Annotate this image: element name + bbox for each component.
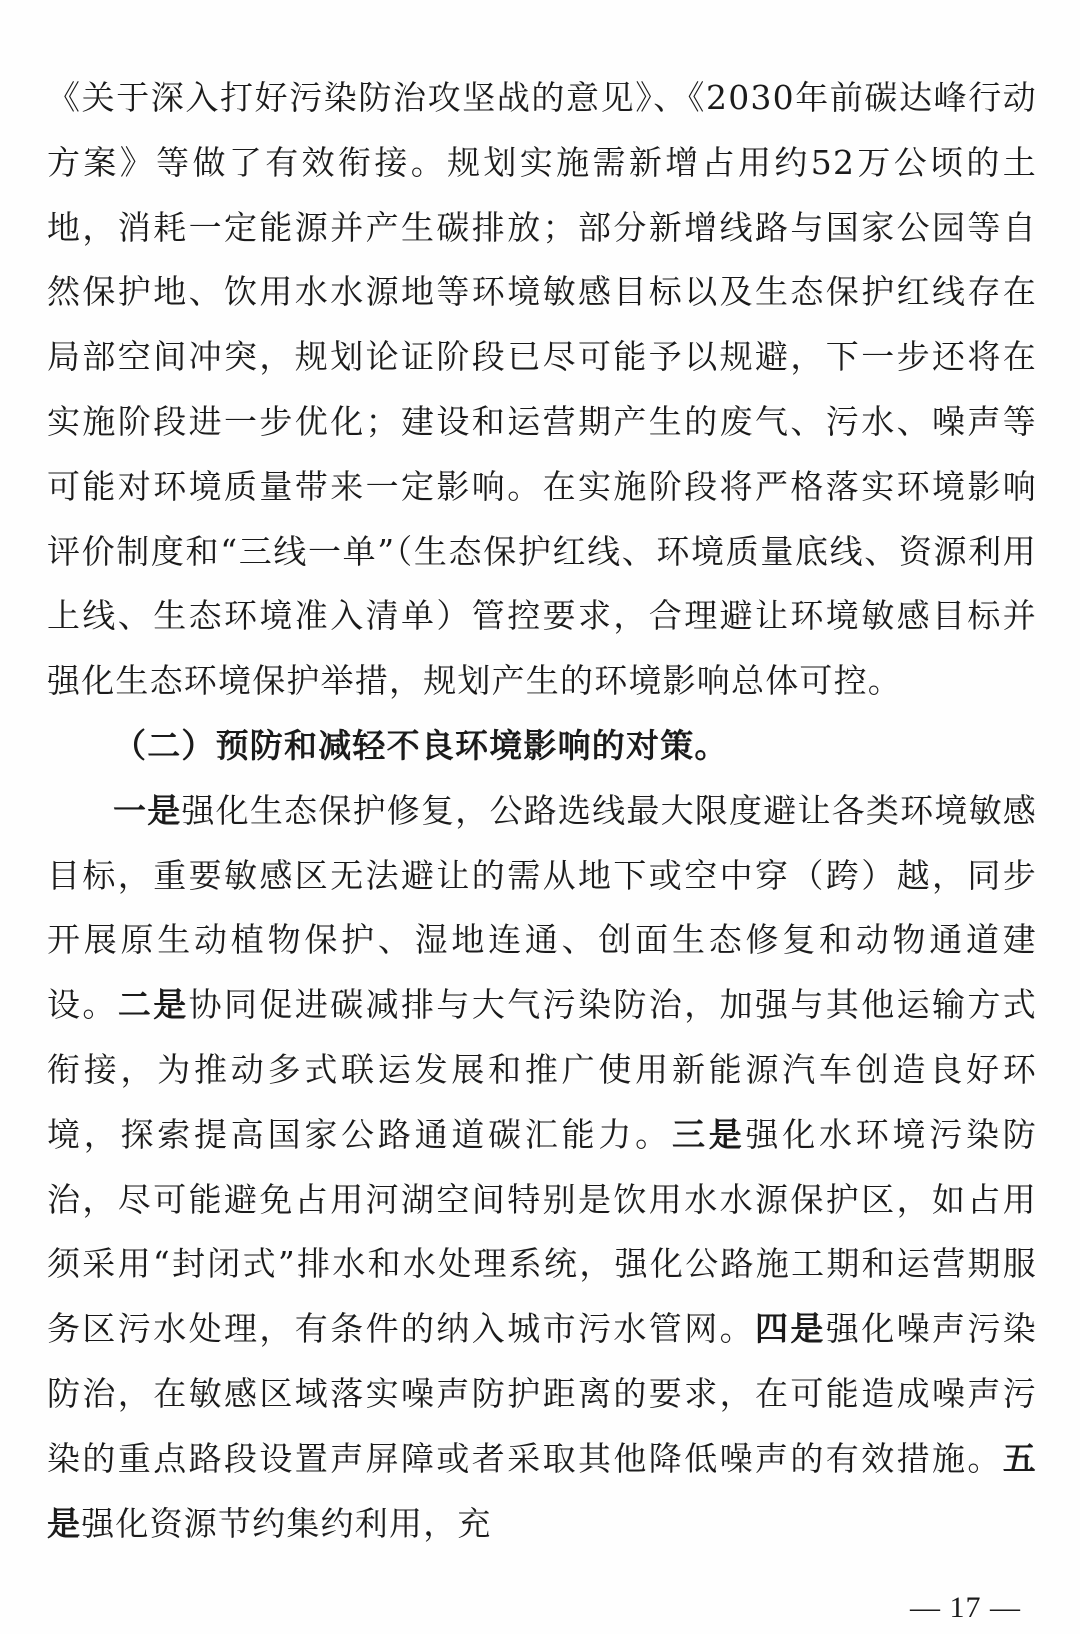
body-paragraph: 《关于深入打好污染防治攻坚战的意见》、《2030年前碳达峰行动方案》等做了有效衔接。规划实施需新增占用约52万公顷的土地，消耗一定能源并产生碳排放；部分新增线路与国家公园等自然保护地、饮用水水源地等环境敏感目标以及生态保护红线存在局部空间冲突，规划论证阶段已尽可能予以规避，下一步还将在实施阶段进一步优化；建设和运营期产生的废气、污水、噪声等可能对环境质量带来一定影响。在实施阶段将严格落实环境影响评价制度和“三线一单”（生态保护红线、环境质量底线、资源利用上线、生态环境准入清单）管控要求，合理避让环境敏感目标并强化生态环境保护举措，规划产生的环境影响总体可控。 bbox=[47, 78, 1037, 701]
paragraph-text: 强化资源节约集约利用，充 bbox=[81, 1503, 492, 1543]
lead-phrase: 四是 bbox=[755, 1309, 826, 1349]
lead-phrase: 二是 bbox=[117, 985, 189, 1025]
section-heading: （二）预防和减轻不良环境影响的对策。 bbox=[113, 725, 729, 765]
countermeasures-paragraph bbox=[47, 779, 1037, 1557]
page-number: — 17 — bbox=[910, 1591, 1021, 1624]
lead-phrase: 五是 bbox=[47, 1438, 1037, 1543]
paragraph-text: 协同促进碳减排与大气污染防治，加强与其他运输方式衔接，为推动多式联运发展和推广使用新能源汽车创造良好环境，探索提高国家公路通道碳汇能力。 bbox=[47, 985, 1038, 1154]
lead-phrase: 一是 bbox=[113, 790, 182, 830]
paragraph-text: 强化生态保护修复，公路选线最大限度避让各类环境敏感目标，重要敏感区无法避让的需从地下或空中穿（跨）越，同步开展原生动植物保护、湿地连通、创面生态修复和动物通道建设。 bbox=[47, 790, 1038, 1025]
document-body bbox=[47, 66, 1037, 1556]
paragraph-text: 强化水环境污染防治，尽可能避免占用河湖空间特别是饮用水水源保护区，如占用须采用“封闭式”排水和水处理系统，强化公路施工期和运营期服务区污水处理，有条件的纳入城市污水管网。 bbox=[47, 1114, 1037, 1349]
lead-phrase: 三是 bbox=[671, 1114, 746, 1154]
paragraph-text: 强化噪声污染防治，在敏感区域落实噪声防护距离的要求，在可能造成噪声污染的重点路段设置声屏障或者采取其他降低噪声的有效措施。 bbox=[47, 1309, 1038, 1478]
